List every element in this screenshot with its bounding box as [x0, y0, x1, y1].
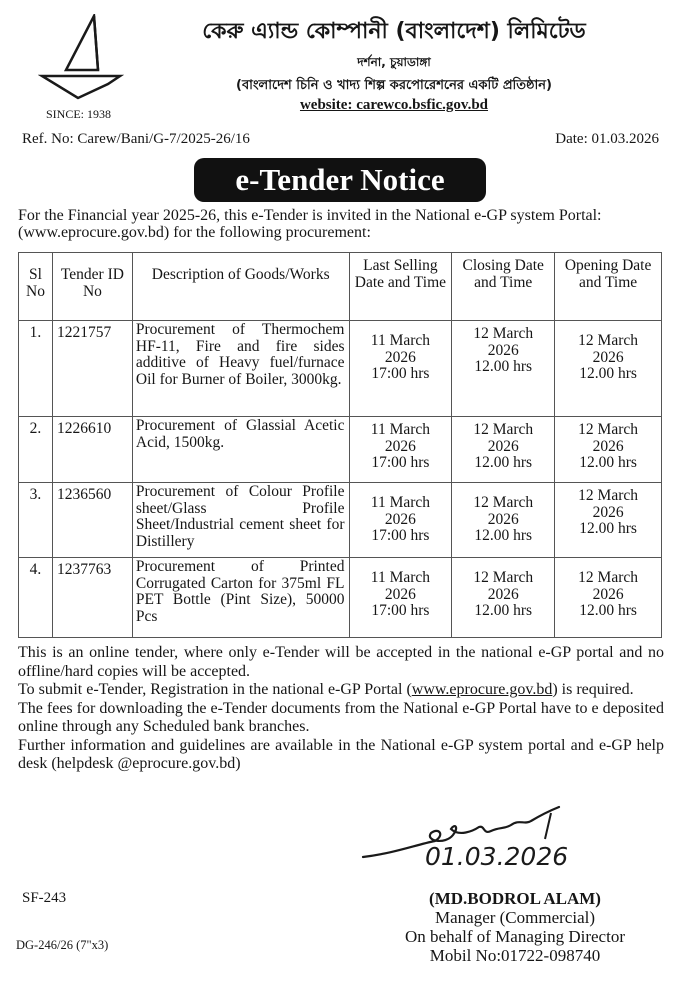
intro-paragraph: For the Financial year 2025-26, this e-Tender is invited in the National e-GP system Portal: (www.eprocure.gov.bd) for the following procurement: — [18, 207, 602, 241]
table-row — [19, 321, 662, 417]
cell-opening: 12 March 2026 12.00 hrs — [555, 417, 662, 483]
company-name: কেরু এ্যান্ড কোম্পানী (বাংলাদেশ) লিমিটেড — [202, 19, 586, 44]
reference-number: Ref. No: Carew/Bani/G-7/2025-26/16 — [22, 131, 250, 147]
header-description: Description of Goods/Works — [132, 253, 349, 321]
signer-designation: Manager (Commercial) — [434, 908, 595, 927]
signer-on-behalf: On behalf of Managing Director — [405, 927, 625, 946]
notes-section — [18, 644, 664, 774]
notice-date: Date: 01.03.2026 — [555, 131, 659, 147]
cell-closing: 12 March 2026 12.00 hrs — [452, 321, 555, 417]
signer-mobile: Mobil No:01722-098740 — [429, 946, 601, 965]
cell-tender-id: 1226610 — [52, 417, 132, 483]
cell-closing: 12 March 2026 12.00 hrs — [452, 417, 555, 483]
note-registration: To submit e-Tender, Registration in the national e-GP Portal (www.eprocure.gov.bd) is required. — [18, 681, 634, 698]
cell-opening: 12 March 2026 12.00 hrs — [555, 321, 662, 417]
signature — [355, 805, 655, 875]
cell-closing: 12 March 2026 12.00 hrs — [452, 558, 555, 638]
header-opening: Opening Date and Time — [555, 253, 662, 321]
cell-last-selling: 11 March 2026 17:00 hrs — [349, 417, 452, 483]
signer-block — [345, 889, 685, 965]
table-row — [19, 483, 662, 558]
cell-tender-id: 1236560 — [52, 483, 132, 558]
cell-description: Procurement of Colour Profile sheet/Glass Profile Sheet/Industrial cement sheet for Distillery — [132, 483, 349, 558]
cell-opening: 12 March 2026 12.00 hrs — [555, 483, 662, 558]
cell-tender-id: 1221757 — [52, 321, 132, 417]
header-sl: Sl No — [19, 253, 53, 321]
cell-sl: 2. — [19, 417, 53, 483]
since-year: SINCE: 1938 — [46, 107, 112, 121]
note-fees: The fees for downloading the e-Tender documents from the National e-GP Portal have to e deposited online through any Scheduled bank branches. — [18, 699, 664, 735]
signature-date: 01.03.2026 — [425, 842, 569, 871]
cell-description: Procurement of Thermochem HF-11, Fire and fire sides additive of Heavy fuel/furnace Oil for Burner of Boiler, 3000kg. — [132, 321, 349, 417]
note-further-info: Further information and guidelines are available in the National e-GP system portal and e-GP help desk (helpdesk @eprocure.gov.bd) — [18, 736, 664, 772]
cell-description: Procurement of Glassial Acetic Acid, 1500kg. — [132, 417, 349, 483]
table-row — [19, 558, 662, 638]
cell-closing: 12 March 2026 12.00 hrs — [452, 483, 555, 558]
cell-last-selling: 11 March 2026 17:00 hrs — [349, 558, 452, 638]
dg-code: DG-246/26 (7"x3) — [16, 938, 109, 952]
company-subtitle: (বাংলাদেশ চিনি ও খাদ্য শিল্প করপোরেশনের একটি প্রতিষ্ঠান) — [236, 78, 552, 93]
cell-last-selling: 11 March 2026 17:00 hrs — [349, 321, 452, 417]
website-link[interactable]: website: carewco.bsfic.gov.bd — [299, 97, 489, 113]
company-location: দর্শনা, চুয়াডাঙ্গা — [357, 55, 431, 69]
header-last-selling: Last Selling Date and Time — [349, 253, 452, 321]
header-tender-id: Tender ID No — [52, 253, 132, 321]
cell-sl: 3. — [19, 483, 53, 558]
cell-description: Procurement of Printed Corrugated Carton for 375ml FL PET Bottle (Pint Size), 50000 Pcs — [132, 558, 349, 638]
cell-sl: 1. — [19, 321, 53, 417]
cell-sl: 4. — [19, 558, 53, 638]
cell-opening: 12 March 2026 12.00 hrs — [555, 558, 662, 638]
table-row — [19, 417, 662, 483]
sf-code: SF-243 — [22, 890, 67, 906]
table-header-row — [19, 253, 662, 321]
note-online-only: This is an online tender, where only e-Tender will be accepted in the national e-GP portal and no offline/hard copies will be accepted. — [18, 644, 664, 680]
cell-last-selling: 11 March 2026 17:00 hrs — [349, 483, 452, 558]
header-closing: Closing Date and Time — [452, 253, 555, 321]
tender-table — [18, 252, 662, 638]
notice-title: e-Tender Notice — [194, 158, 486, 202]
company-logo — [38, 14, 124, 102]
signer-name: (MD.BODROL ALAM) — [429, 889, 601, 908]
cell-tender-id: 1237763 — [52, 558, 132, 638]
eprocure-link[interactable]: www.eprocure.gov.bd — [411, 681, 553, 698]
company-website — [134, 97, 654, 114]
